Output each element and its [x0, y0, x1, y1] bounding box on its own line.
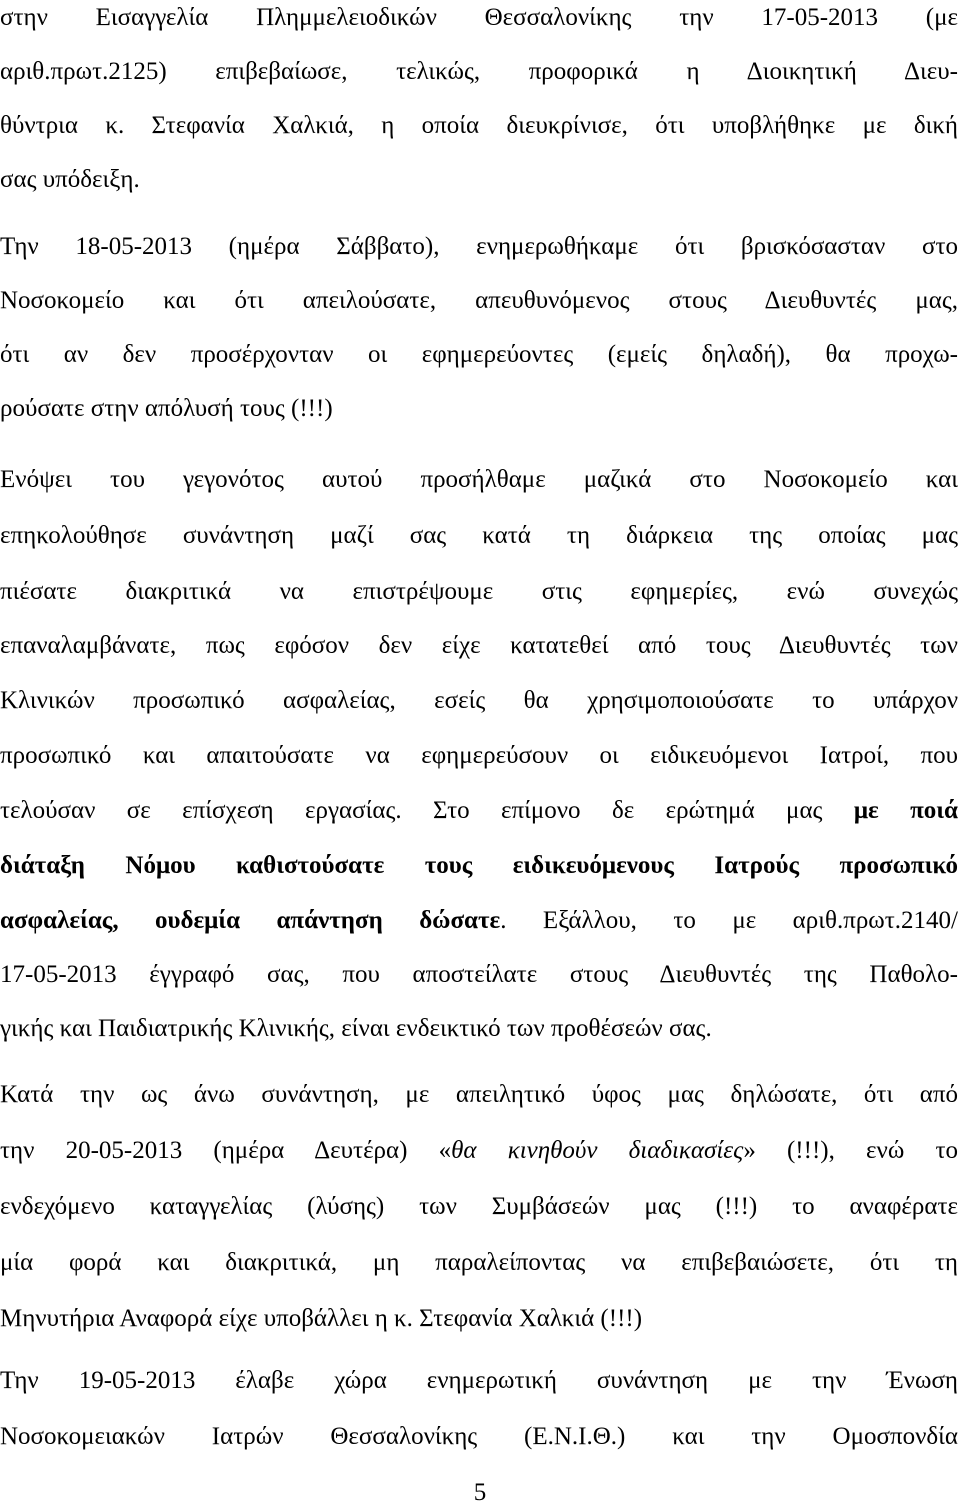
- text-line: μία φορά και διακριτικά, μη παραλείποντας να επιβεβαιώσετε, ότι τη: [0, 1249, 958, 1276]
- text-line: ενδεχόμενο καταγγελίας (λύσης) των Συμβάσεών μας (!!!) το αναφέρατε: [0, 1193, 958, 1220]
- emphasis-italic: θα κινηθούν διαδικασίες: [451, 1137, 744, 1164]
- text-run: τελούσαν σε επίσχεση εργασίας. Στο επίμονο δε ερώτημά μας: [0, 797, 854, 824]
- text-run: . Εξάλλου, το με αριθ.πρωτ.2140/: [500, 907, 958, 934]
- text-line: Νοσοκομειακών Ιατρών Θεσσαλονίκης (Ε.Ν.Ι.Θ.) και την Ομοσπονδία: [0, 1423, 958, 1450]
- text-run: την 20-05-2013 (ημέρα Δευτέρα) «: [0, 1137, 452, 1164]
- text-line: επηκολούθησε συνάντηση μαζί σας κατά τη διάρκεια της οποίας μας: [0, 522, 958, 549]
- text-line: ότι αν δεν προσέρχονταν οι εφημερεύοντες (εμείς δηλαδή), θα προχω-: [0, 341, 958, 368]
- text-line: 17-05-2013 έγγραφό σας, που αποστείλατε στους Διευθυντές της Παθολο-: [0, 961, 958, 988]
- text-line: Την 19-05-2013 έλαβε χώρα ενημερωτική συνάντηση με την Ένωση: [0, 1367, 958, 1394]
- text-line: θύντρια κ. Στεφανία Χαλκιά, η οποία διευκρίνισε, ότι υποβλήθηκε με δική: [0, 112, 958, 139]
- text-line: αριθ.πρωτ.2125) επιβεβαίωσε, τελικώς, προφορικά η Διοικητική Διευ-: [0, 58, 958, 85]
- text-line: σας υπόδειξη.: [0, 166, 140, 193]
- text-line: Την 18-05-2013 (ημέρα Σάββατο), ενημερωθήκαμε ότι βρισκόσασταν στο: [0, 233, 958, 260]
- page-number: 5: [473, 1479, 487, 1506]
- text-line-mixed: [0, 906, 958, 936]
- text-line: γικής και Παιδιατρικής Κλινικής, είναι ενδεικτικό των προθέσεών σας.: [0, 1015, 712, 1042]
- text-line-mixed: [0, 1136, 958, 1166]
- text-line: Κατά την ως άνω συνάντηση, με απειλητικό ύφος μας δηλώσατε, ότι από: [0, 1081, 958, 1108]
- text-run: » (!!!), ενώ το: [743, 1137, 958, 1164]
- text-line: Κλινικών προσωπικό ασφαλείας, εσείς θα χρησιμοποιούσατε το υπάρχον: [0, 687, 958, 714]
- emphasis-bold: ασφαλείας, ουδεμία απάντηση δώσατε: [0, 907, 501, 934]
- text-line: προσωπικό και απαιτούσατε να εφημερεύσουν οι ειδικευόμενοι Ιατροί, που: [0, 742, 958, 769]
- text-line-mixed: [0, 796, 958, 826]
- emphasis-bold: με ποιά: [853, 797, 958, 824]
- text-line: πιέσατε διακριτικά να επιστρέψουμε στις εφημερίες, ενώ συνεχώς: [0, 578, 958, 605]
- text-line: Μηνυτήρια Αναφορά είχε υποβάλλει η κ. Στεφανία Χαλκιά (!!!): [0, 1305, 643, 1332]
- emphasis-bold: διάταξη Νόμου καθιστούσατε τους ειδικευόμενους Ιατρούς προσωπικό: [0, 852, 958, 879]
- text-line: στην Εισαγγελία Πλημμελειοδικών Θεσσαλονίκης την 17-05-2013 (με: [0, 4, 958, 31]
- text-line: Ενόψει του γεγονότος αυτού προσήλθαμε μαζικά στο Νοσοκομείο και: [0, 466, 958, 493]
- text-line: επαναλαμβάνατε, πως εφόσον δεν είχε κατατεθεί από τους Διευθυντές των: [0, 632, 958, 659]
- text-line: Νοσοκομείο και ότι απειλούσατε, απευθυνόμενος στους Διευθυντές μας,: [0, 287, 958, 314]
- text-line-bold: [0, 851, 958, 881]
- text-line: ρούσατε στην απόλυσή τους (!!!): [0, 395, 333, 422]
